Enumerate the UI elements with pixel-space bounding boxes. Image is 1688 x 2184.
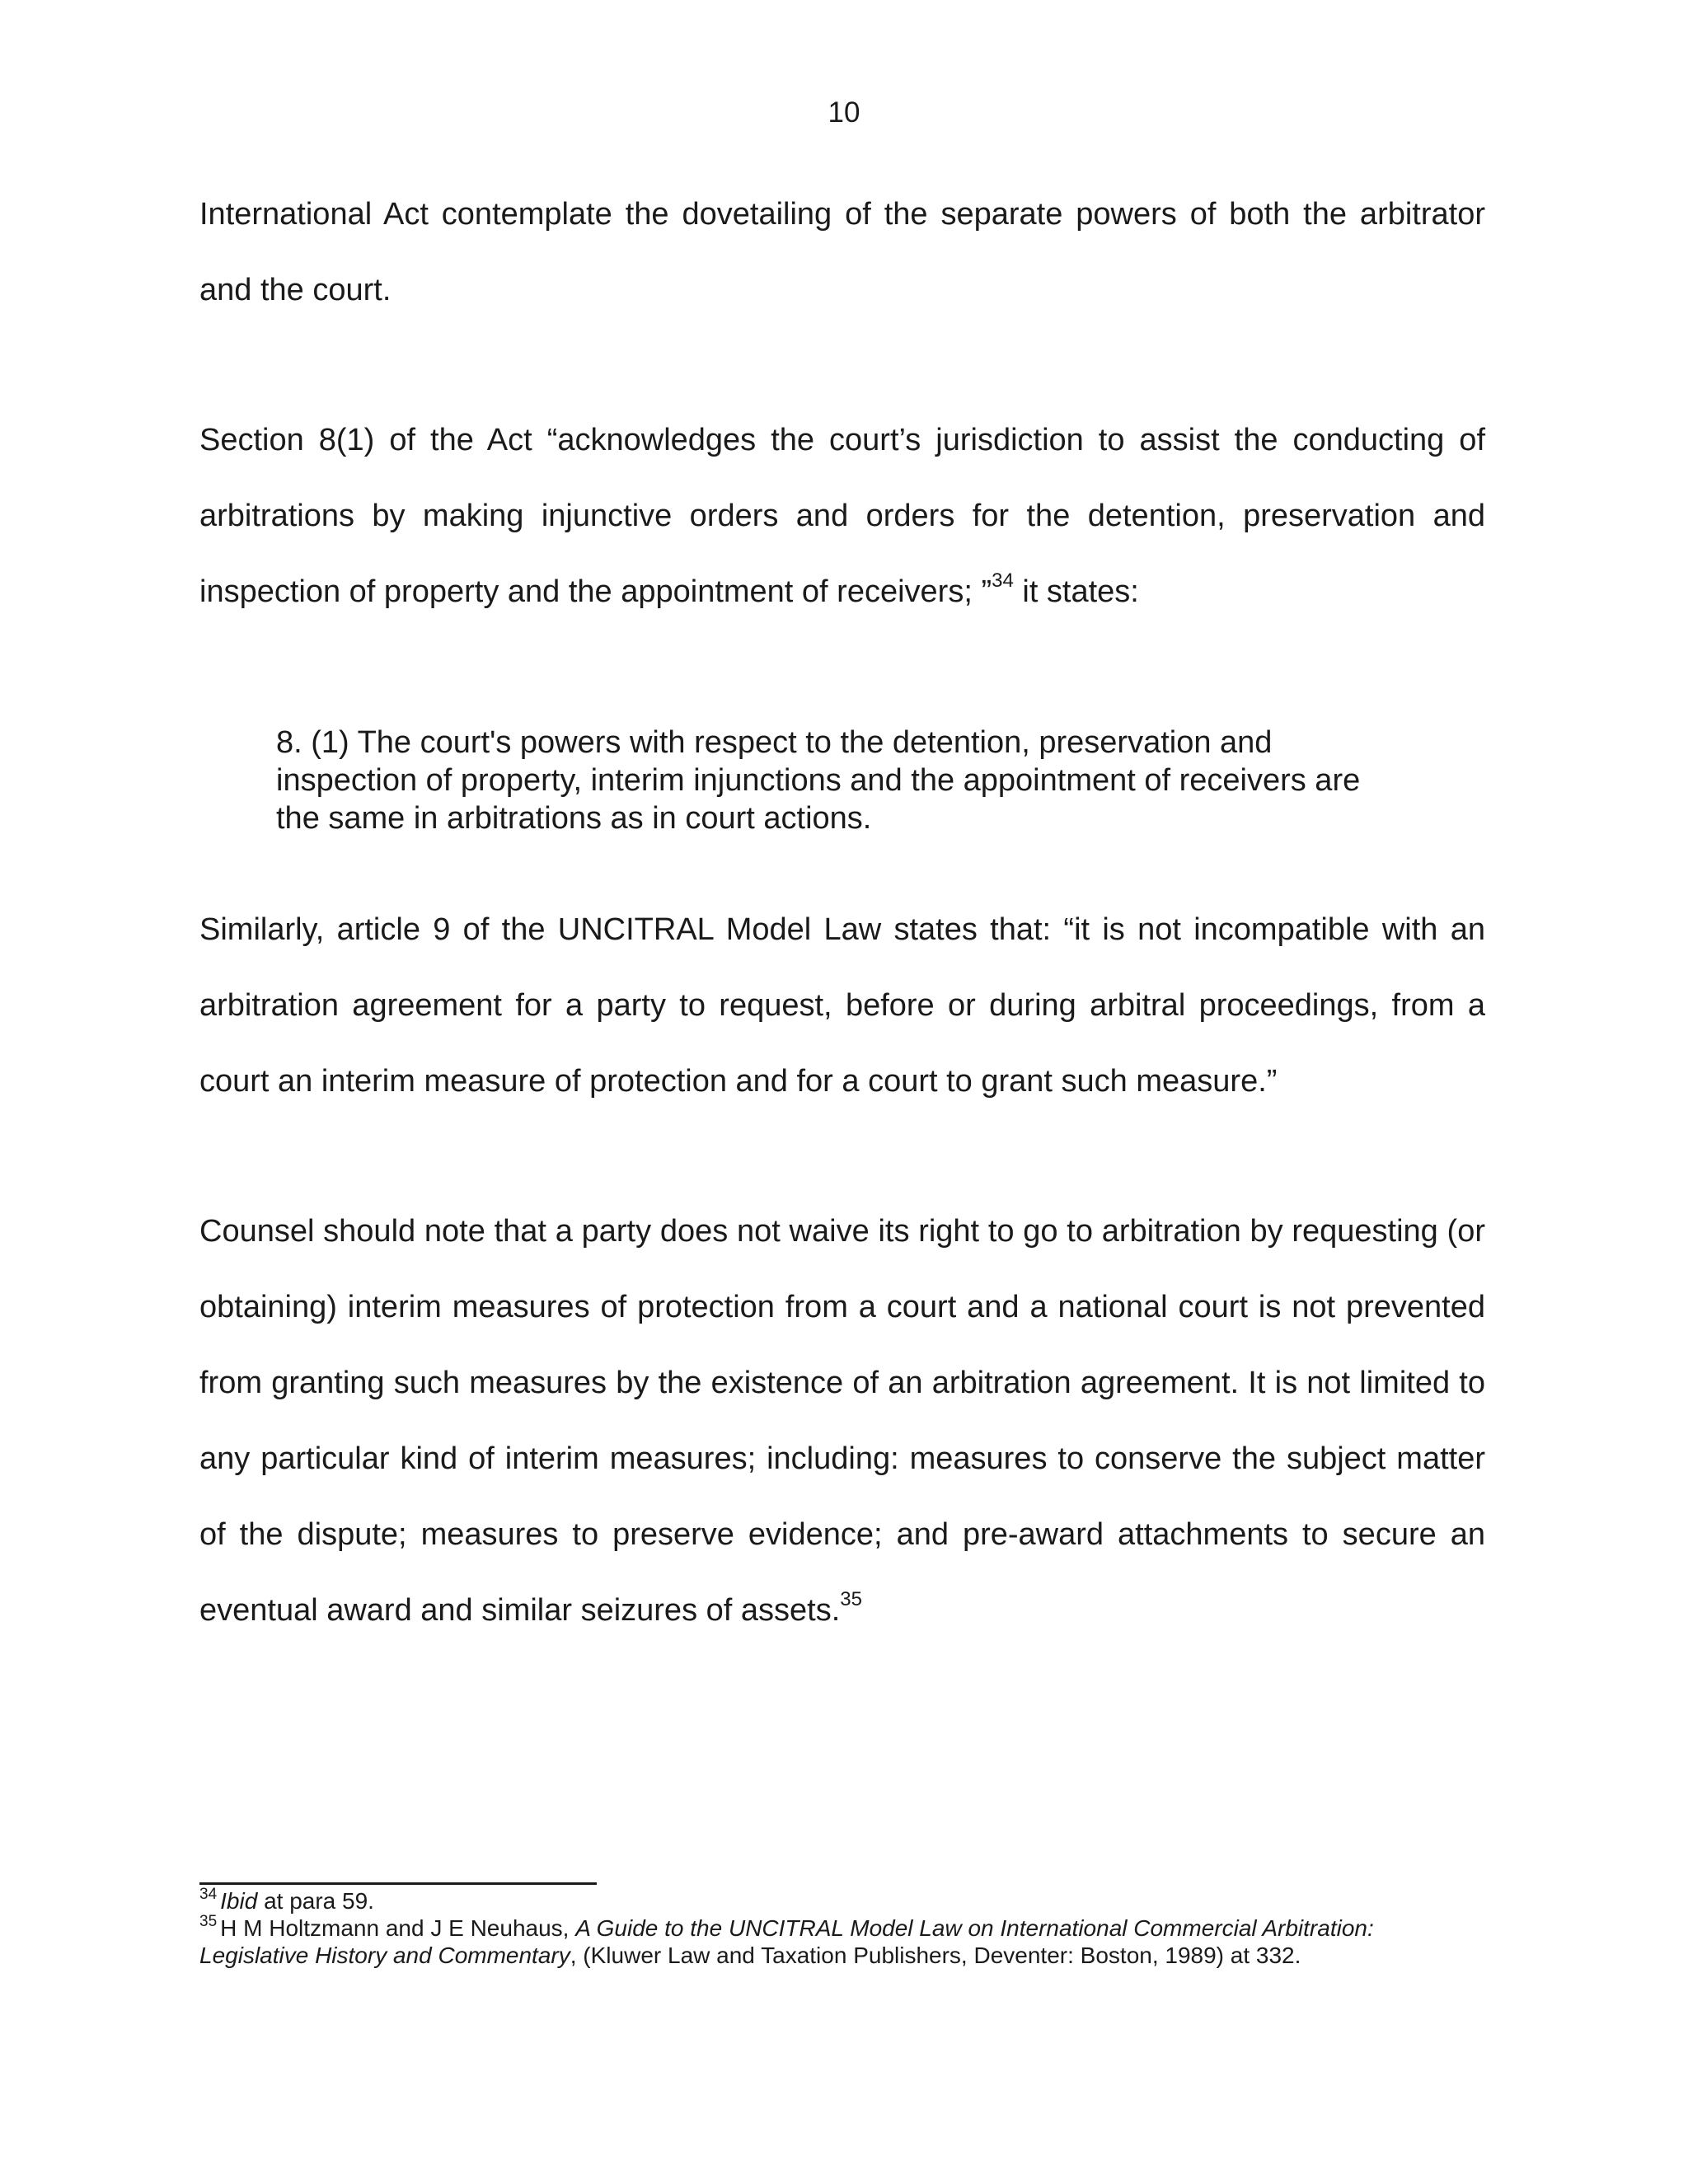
footnote-separator bbox=[199, 1882, 597, 1885]
footnote-authors: H M Holtzmann and J E Neuhaus, bbox=[220, 1915, 576, 1941]
footnote-title: A Guide to the UNCITRAL Model Law on International Commercial Arbitration: Legislative History and Commentary bbox=[199, 1915, 1374, 1968]
footnote-ref-34: 34 bbox=[992, 569, 1014, 593]
paragraph-uncitral-article-9: Similarly, article 9 of the UNCITRAL Model Law states that: “it is not incompatible with an arbitration agreement for a party to request, before or during arbitral proceedings, from a court an interim measure of protection and for a court to grant such measure.” bbox=[199, 912, 1485, 1099]
footnote-text: , (Kluwer Law and Taxation Publishers, Deventer: Boston, 1989) at 332. bbox=[570, 1943, 1301, 1968]
footnote-italic: Ibid bbox=[220, 1888, 258, 1914]
paragraph-counsel-note bbox=[199, 1193, 1485, 1648]
block-quote-section-8: 8. (1) The court's powers with respect to the detention, preservation and inspection of property, interim injunctions and the appointment of receivers are the same in arbitrations as in court actions. bbox=[276, 725, 1361, 836]
footnote-text: at para 59. bbox=[257, 1888, 374, 1914]
footnote-number: 34 bbox=[199, 1885, 218, 1903]
paragraph-section-8-text: Section 8(1) of the Act “acknowledges the court’s jurisdiction to assist the conducting of arbitrations by making injunctive orders and orders for the detention, preservation and inspection of property and the appointment of receivers; ” bbox=[199, 423, 1485, 609]
paragraph-counsel-note-text: Counsel should note that a party does not waive its right to go to arbitration by requesting (or obtaining) interim measures of protection from a court and a national court is not prevented from granting such measures by the existence of an arbitration agreement. It is not limited to any particular kind of interim measures; including: measures to conserve the subject matter of the dispute; measures to preserve evidence; and pre-award attachments to secure an eventual award and similar seizures of assets. bbox=[199, 1214, 1485, 1628]
paragraph-section-8-tail: it states: bbox=[1013, 574, 1139, 609]
footnotes bbox=[199, 1887, 1485, 1969]
footnote-35 bbox=[199, 1912, 1485, 1969]
paragraph-section-8 bbox=[199, 402, 1485, 630]
footnote-34 bbox=[199, 1887, 1485, 1915]
footnote-number: 35 bbox=[199, 1912, 218, 1930]
footnote-ref-35: 35 bbox=[840, 1588, 862, 1611]
paragraph-dovetailing: International Act contemplate the dovetailing of the separate powers of both the arbitrator and the court. bbox=[199, 197, 1485, 307]
page-number: 10 bbox=[828, 96, 860, 129]
